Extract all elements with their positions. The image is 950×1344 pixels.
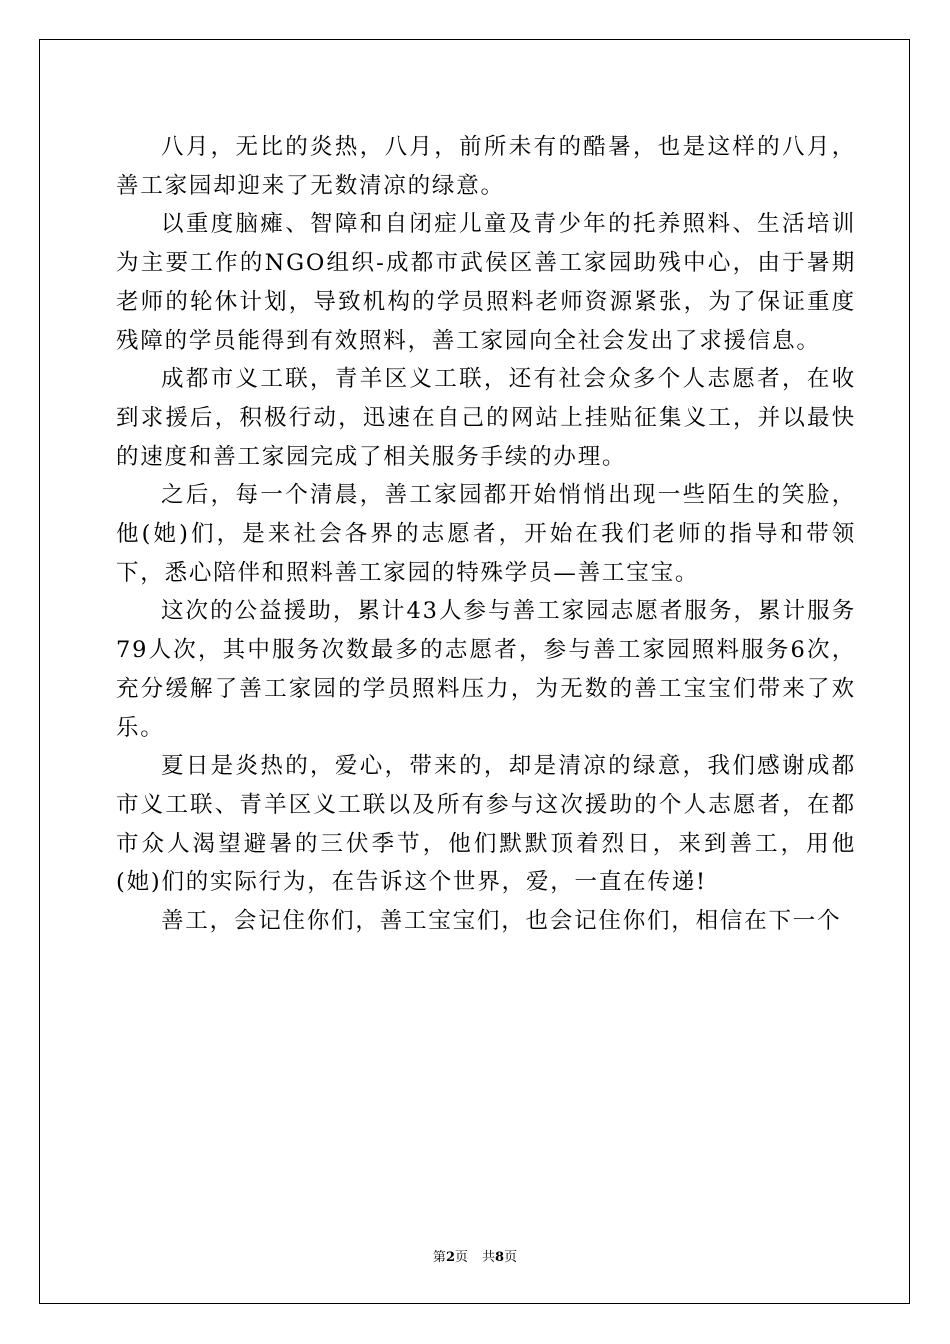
paragraph-7: 善工，会记住你们，善工宝宝们，也会记住你们，相信在下一个 (161, 908, 842, 935)
paragraph-3: 成都市义工联，青羊区义工联，还有社会众多个人志愿者，在收到求援后，积极行动，迅速在自己的网站上挂贴征集义工，并以最快的速度和善工家园完成了相关服务手续的办理。 (116, 366, 856, 470)
total-prefix: 共 (482, 1250, 496, 1265)
page-footer (0, 1246, 950, 1265)
paragraph-4: 之后，每一个清晨，善工家园都开始悄悄出现一些陌生的笑脸，他(她)们，是来社会各界的志愿者，开始在我们老师的指导和带领下，悉心陪伴和照料善工家园的特殊学员—善工宝宝。 (116, 482, 856, 586)
paragraph-2: 以重度脑瘫、智障和自闭症儿童及青少年的托养照料、生活培训为主要工作的NGO组织-成都市武侯区善工家园助残中心，由于暑期老师的轮休计划，导致机构的学员照料老师资源紧张，为了保证重度残障的学员能得到有效照料，善工家园向全社会发出了求援信息。 (116, 211, 856, 354)
paragraph-5: 这次的公益援助，累计43人参与善工家园志愿者服务，累计服务79人次，其中服务次数最多的志愿者，参与善工家园照料服务6次，充分缓解了善工家园的学员照料压力，为无数的善工宝宝们带来了欢乐。 (116, 598, 856, 741)
page-prefix: 第 (432, 1250, 446, 1265)
paragraph-6: 夏日是炎热的，爱心，带来的，却是清凉的绿意，我们感谢成都市义工联、青羊区义工联以及所有参与这次援助的个人志愿者，在都市众人渴望避暑的三伏季节，他们默默顶着烈日，来到善工，用他(她)们的实际行为，在告诉这个世界，爱，一直在传递! (116, 753, 856, 896)
total-suffix: 页 (504, 1250, 518, 1265)
document-body (116, 128, 856, 941)
page-suffix: 页 (454, 1250, 468, 1265)
page-number: 2 (445, 1250, 455, 1265)
paragraph-1: 八月，无比的炎热，八月，前所未有的酷暑，也是这样的八月，善工家园却迎来了无数清凉的绿意。 (116, 134, 856, 199)
total-pages: 8 (495, 1250, 505, 1265)
